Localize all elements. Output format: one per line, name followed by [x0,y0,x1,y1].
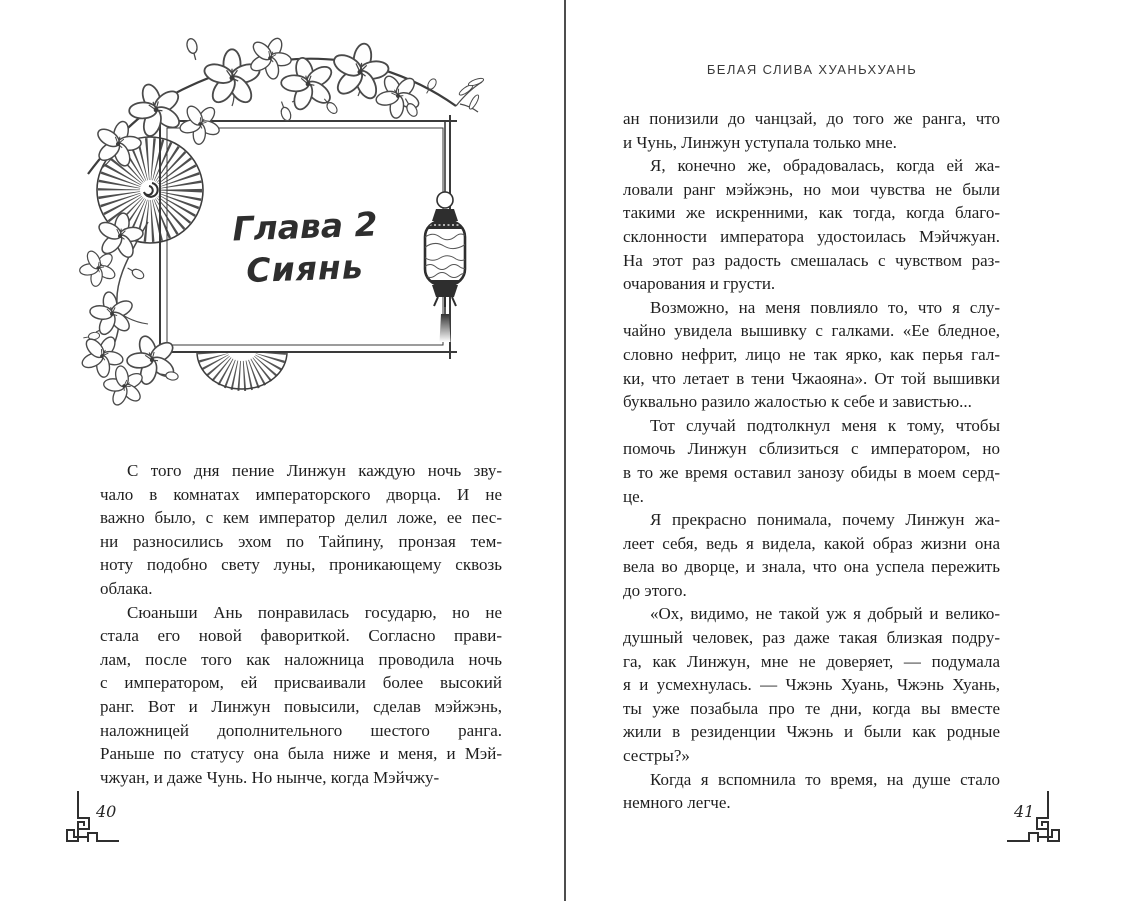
page-number-right: 41 [1014,802,1035,821]
text-line: склонности императора удостоилась Мэйчжуан. [623,226,1000,246]
text-line: «Ох, видимо, не такой уж я добрый и велико- [650,604,1000,624]
text-line: с императором, ей присваивали более высокий [100,673,502,693]
text-line: ловали ранг мэйжэнь, но мои чувства не были [623,179,1000,199]
text-line: чжуан, и даже Чунь. Но нынче, когда Мэйчжу- [100,767,440,787]
text-line: вела во дворце, и знала, что она успела пережить [623,557,1000,577]
text-line: ан понизили до чанцзай, до того же ранга, что [623,109,1000,128]
right-page-text [623,107,1000,815]
text-line: сестры?» [623,746,690,766]
text-line: ранг. Вот и Линжун повысили, сделав мэйжэнь, [100,696,502,716]
left-page-text [100,459,502,789]
text-line: до этого. [623,580,687,600]
text-line: и Чунь, Линжун уступала только мне. [623,132,897,152]
text-line: Я прекрасно понимала, почему Линжун жа- [650,510,1000,530]
text-line: Когда я вспомнила то время, на душе стало [650,769,1000,789]
chapter-illustration [60,26,520,441]
text-line: важно было, с кем император делил ложе, ее пес- [100,508,502,528]
chapter-number: Глава 2 [231,204,379,249]
text-line: Я, конечно же, обрадовалась, когда ей жа- [650,156,1000,176]
text-line: С того дня пение Линжун каждую ночь зву- [127,461,502,480]
chapter-name: Сиянь [245,246,365,291]
text-line: облака. [100,578,153,598]
text-line: лам, после того как наложница проводила ночь [100,649,502,669]
text-line: ты уже позабыла про те дни, когда вы вместе [623,698,1000,718]
chapter-title [160,206,450,290]
text-line: наложницей дополнительного шестого ранга. [100,720,502,740]
shell-fan-icon [197,352,287,389]
text-line: Сюаньши Ань понравилась государю, но не [127,602,502,622]
meander-corner-ornament-icon [60,788,124,860]
text-line: Тот случай подтолкнул меня к тому, чтобы [650,415,1000,435]
text-line: леет себя, ведь я видела, какой образ жизни она [623,533,1000,553]
text-line: немного легче. [623,793,731,813]
text-line: стала его новой фавориткой. Согласно прави- [100,626,502,646]
meander-corner-ornament-icon [1002,788,1066,860]
text-line: це. [623,486,644,506]
page-right [566,0,1129,901]
text-line: чало в комнатах императорского дворца. И не [100,484,502,504]
text-line: ки, что летает в тени Чжаояна». От той вышивки [623,368,1000,388]
running-header: БЕЛАЯ СЛИВА ХУАНЬХУАНЬ [706,62,918,77]
text-line: такими же искренними, как тогда, когда благо- [623,203,1000,223]
page-left [0,0,564,901]
text-line: помочь Линжун сблизиться с императором, но [623,439,1000,459]
text-line: На этот раз радость смешалась с чувством раз- [623,250,1000,270]
text-line: буквально разило жалостью к себе и завистью... [623,392,972,412]
text-line: ноту подобно свету луны, проникающему сквозь [100,555,502,575]
text-line: душный человек, раз даже такая близкая подру- [623,628,1000,648]
text-line: очарования и грусти. [623,274,776,294]
text-line: чайно увидела вышивку с галками. «Ее бледное, [623,321,1000,341]
text-line: словно нефрит, лицо не так ярко, как перья гал- [623,344,1000,364]
text-line: ни разносились эхом по Тайпину, пронзая тем- [100,531,502,551]
text-line: Раньше по статусу она была ниже и меня, и Мэй- [100,744,502,764]
text-line: Возможно, на меня повлияло то, что я слу- [650,297,1000,317]
text-line: га, как Линжун, мне не доверяет, — подумала [623,651,1000,671]
text-line: я и усмехнулась. — Чжэнь Хуань, Чжэнь Хуань, [623,675,1000,695]
page-number-left: 40 [96,802,117,821]
text-line: в то же время оставил занозу обиды в моем серд- [623,462,1000,482]
text-line: жили в резиденции Чжэнь и были как родные [623,722,1000,742]
